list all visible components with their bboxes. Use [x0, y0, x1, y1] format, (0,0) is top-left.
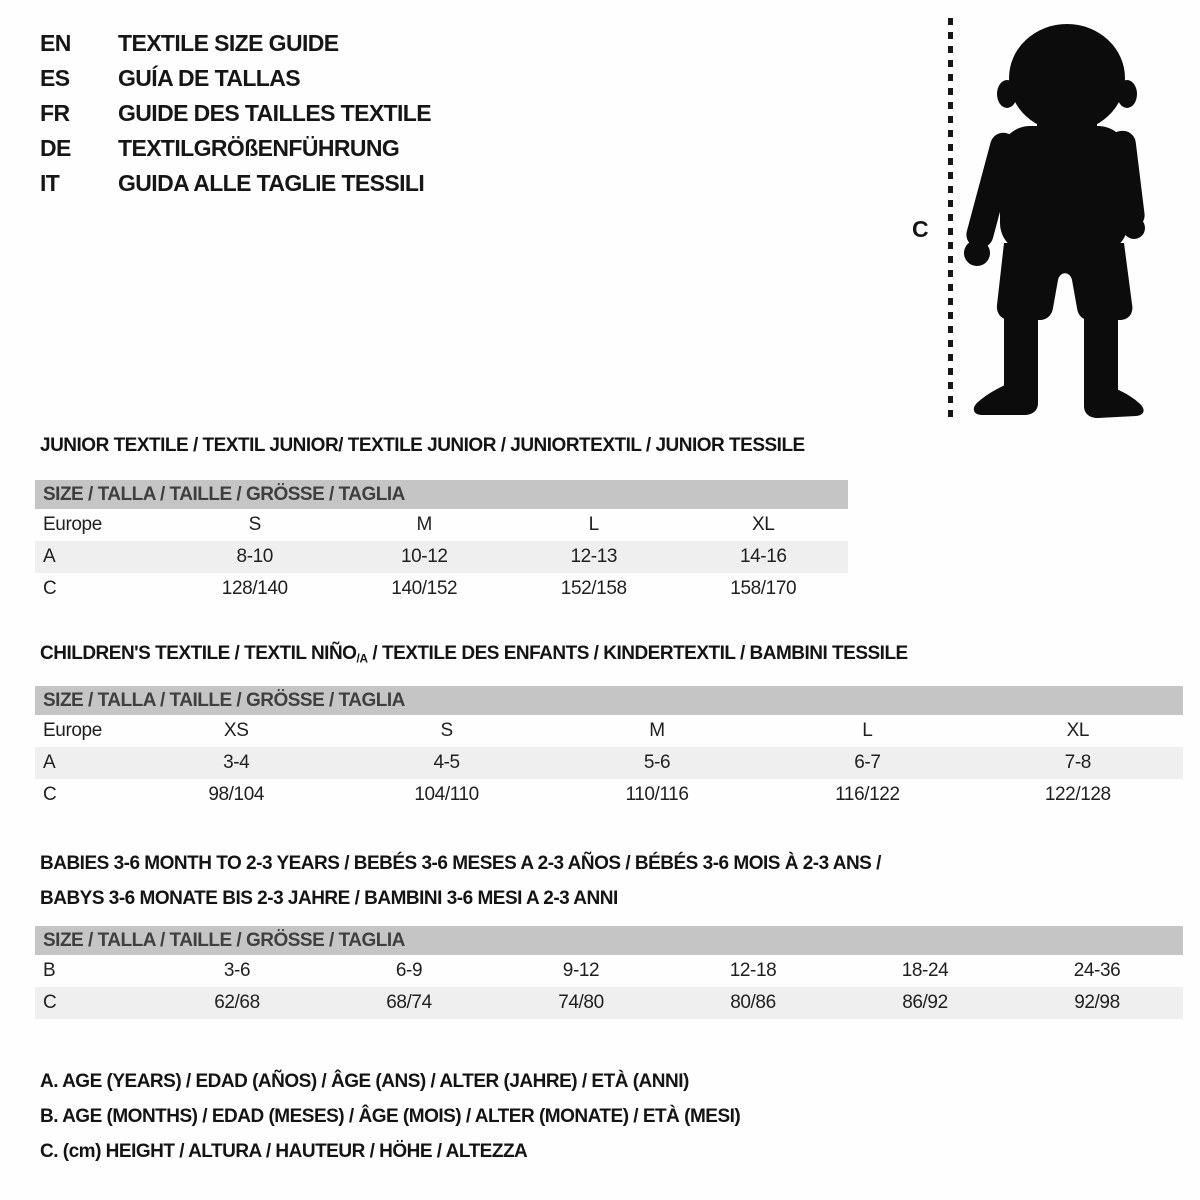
table-row-europe: [35, 509, 848, 541]
table-cell: 128/140: [221, 578, 288, 599]
table-cell: 110/116: [625, 784, 689, 805]
legend-line-a: A. AGE (YEARS) / EDAD (AÑOS) / ÂGE (ANS) / ALTER (JAHRE) / ETÀ (ANNI): [40, 1071, 689, 1092]
language-list: [40, 26, 431, 201]
table-cell: 14-16: [739, 546, 787, 567]
children-title-post: / TEXTILE DES ENFANTS / KINDERTEXTIL / BAMBINI TESSILE: [367, 643, 908, 664]
language-title: TEXTILE SIZE GUIDE: [118, 30, 339, 56]
silhouette-ear-left: [997, 80, 1017, 108]
row-label: C: [43, 784, 57, 805]
table-cell: 7-8: [1064, 752, 1091, 773]
silhouette-torso: [1000, 126, 1128, 253]
table-cell: 18-24: [901, 960, 949, 981]
table-cell: XS: [223, 720, 249, 741]
size-header-bar: SIZE / TALLA / TAILLE / GRÖSSE / TAGLIA: [35, 480, 848, 509]
size-header-bar: SIZE / TALLA / TAILLE / GRÖSSE / TAGLIA: [35, 926, 1183, 955]
table-cell: 74/80: [558, 992, 604, 1013]
table-cell: 68/74: [386, 992, 432, 1013]
babies-title-line2: BABYS 3-6 MONATE BIS 2-3 JAHRE / BAMBINI 3-6 MESI A 2-3 ANNI: [40, 888, 618, 909]
row-label: A: [43, 752, 56, 773]
table-cell: S: [248, 514, 261, 535]
table-cell: S: [440, 720, 453, 741]
language-code: EN: [40, 30, 71, 56]
table-cell: 140/152: [391, 578, 458, 599]
table-row-age: [35, 747, 1183, 779]
table-cell: 62/68: [214, 992, 260, 1013]
language-code: DE: [40, 135, 71, 161]
table-cell: 92/98: [1074, 992, 1120, 1013]
table-cell: 152/158: [560, 578, 627, 599]
height-measure-label: C: [912, 216, 929, 242]
silhouette-hand-right: [1123, 217, 1145, 239]
children-title-sub: /A: [356, 652, 368, 666]
table-cell: XL: [1066, 720, 1090, 741]
table-cell: M: [416, 514, 432, 535]
silhouette-hand-left: [964, 240, 990, 266]
table-cell: 10-12: [400, 546, 448, 567]
table-cell: 12-13: [570, 546, 618, 567]
table-row-height: [35, 987, 1183, 1019]
row-label: Europe: [43, 514, 102, 535]
table-cell: 116/122: [835, 784, 900, 805]
language-row-it: [40, 166, 431, 201]
table-cell: L: [588, 514, 599, 535]
children-section-title: [40, 642, 908, 671]
language-row-de: [40, 131, 431, 166]
language-row-en: [40, 26, 431, 61]
language-row-fr: [40, 96, 431, 131]
children-size-table: [35, 686, 1183, 811]
babies-size-table: [35, 926, 1183, 1019]
row-label: C: [43, 992, 57, 1013]
junior-section-title: JUNIOR TEXTILE / TEXTIL JUNIOR/ TEXTILE JUNIOR / JUNIORTEXTIL / JUNIOR TESSILE: [40, 435, 805, 456]
table-cell: 9-12: [562, 960, 600, 981]
table-row-months: [35, 955, 1183, 987]
height-dashed-line: [948, 18, 953, 418]
language-title: GUÍA DE TALLAS: [118, 65, 300, 91]
silhouette-shorts: [997, 243, 1132, 320]
row-label: B: [43, 960, 56, 981]
row-label: C: [43, 578, 57, 599]
table-cell: 6-9: [395, 960, 423, 981]
language-title: TEXTILGRÖßENFÜHRUNG: [118, 135, 400, 161]
silhouette-ear-right: [1117, 80, 1137, 108]
table-cell: 86/92: [902, 992, 948, 1013]
legend-line-b: B. AGE (MONTHS) / EDAD (MESES) / ÂGE (MOIS) / ALTER (MONATE) / ETÀ (MESI): [40, 1106, 741, 1127]
table-cell: 24-36: [1073, 960, 1121, 981]
junior-size-table: [35, 480, 848, 605]
table-row-age: [35, 541, 848, 573]
table-row-height: [35, 779, 1183, 811]
table-cell: 80/86: [730, 992, 776, 1013]
table-cell: M: [649, 720, 665, 741]
children-title-pre: CHILDREN'S TEXTILE / TEXTIL NIÑO: [40, 643, 357, 664]
row-label: A: [43, 546, 56, 567]
table-cell: 104/110: [414, 784, 479, 805]
language-code: IT: [40, 170, 60, 196]
row-label: Europe: [43, 720, 102, 741]
table-row-height: [35, 573, 848, 605]
table-cell: 158/170: [730, 578, 797, 599]
table-cell: 8-10: [236, 546, 273, 567]
toddler-silhouette-image: [962, 18, 1162, 420]
babies-section-title: [40, 846, 881, 916]
table-cell: 4-5: [433, 752, 460, 773]
language-title: GUIDE DES TAILLES TEXTILE: [118, 100, 431, 126]
table-cell: 12-18: [729, 960, 777, 981]
table-cell: 122/128: [1044, 784, 1111, 805]
table-cell: 3-4: [223, 752, 250, 773]
table-cell: XL: [752, 514, 775, 535]
table-cell: 98/104: [208, 784, 265, 805]
legend-line-c: C. (cm) HEIGHT / ALTURA / HAUTEUR / HÖHE / ALTEZZA: [40, 1141, 528, 1162]
language-code: ES: [40, 65, 70, 91]
babies-title-line1: BABIES 3-6 MONTH TO 2-3 YEARS / BEBÉS 3-6 MESES A 2-3 AÑOS / BÉBÉS 3-6 MOIS À 2-3 ANS /: [40, 853, 881, 874]
legend: [40, 1064, 740, 1169]
language-row-es: [40, 61, 431, 96]
table-cell: 3-6: [223, 960, 251, 981]
table-cell: 5-6: [643, 752, 671, 773]
table-cell: L: [862, 720, 873, 741]
table-row-europe: [35, 715, 1183, 747]
size-header-bar: SIZE / TALLA / TAILLE / GRÖSSE / TAGLIA: [35, 686, 1183, 715]
table-cell: 6-7: [854, 752, 881, 773]
language-code: FR: [40, 100, 70, 126]
language-title: GUIDA ALLE TAGLIE TESSILI: [118, 170, 425, 196]
